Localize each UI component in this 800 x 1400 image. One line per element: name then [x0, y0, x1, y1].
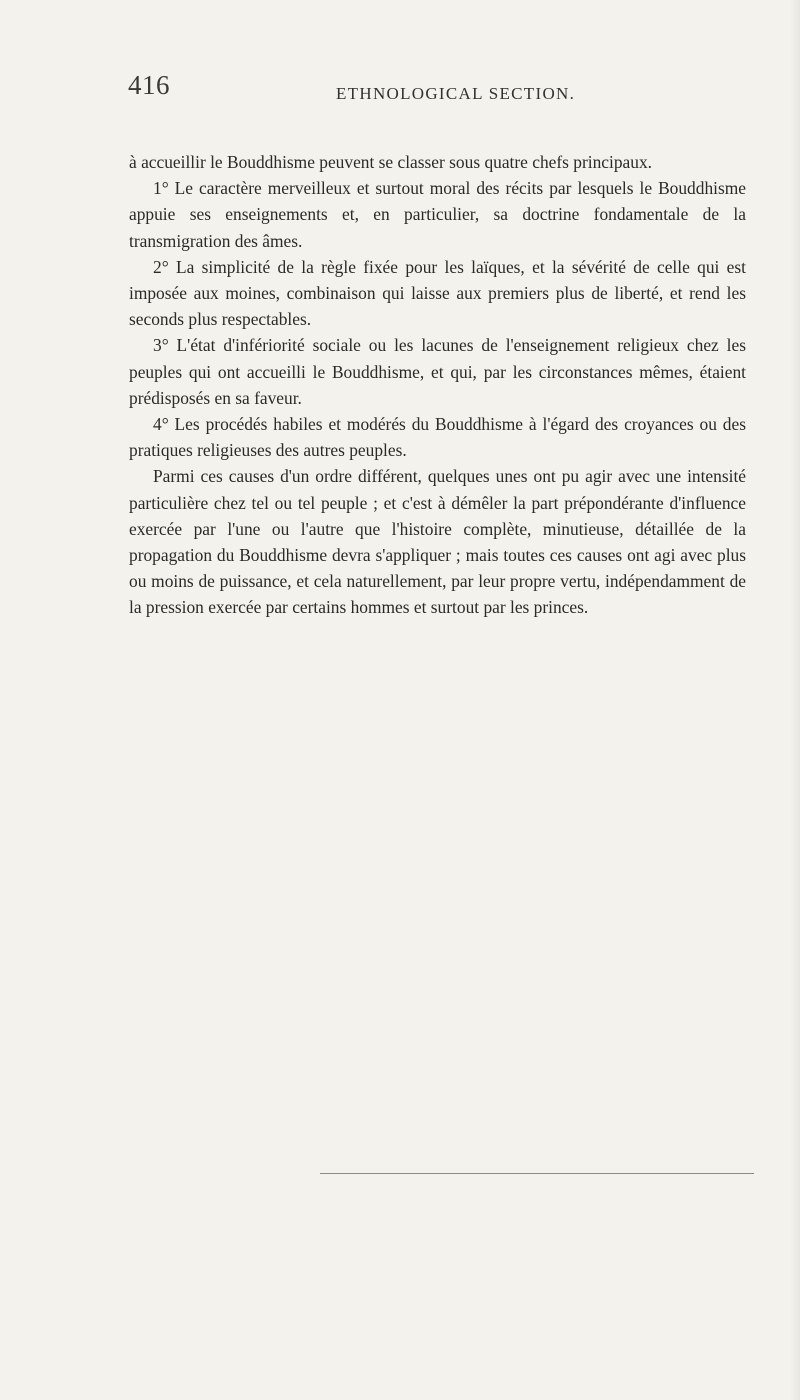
paragraph-continuation: à accueillir le Bouddhisme peuvent se classer sous quatre chefs principaux.	[129, 152, 652, 172]
running-head: ETHNOLOGICAL SECTION.	[336, 84, 576, 103]
page-number: 416	[128, 70, 170, 100]
paragraph-point-2: 2° La simplicité de la règle fixée pour les laïques, et la sévérité de celle qui est imposée aux moines, combinaison qui laisse aux premiers plus de liberté, et rend les seconds plus respectables.	[129, 256, 746, 330]
paragraph-point-4: 4° Les procédés habiles et modérés du Bouddhisme à l'égard des croyances ou des pratiques religieuses des autres peuples.	[129, 414, 746, 461]
section-rule	[320, 1173, 754, 1174]
paragraph-point-3: 3° L'état d'infériorité sociale ou les lacunes de l'enseignement religieux chez les peuples qui ont accueilli le Bouddhisme, et qui, par les circonstances mêmes, étaient prédisposés en sa faveur.	[129, 335, 746, 408]
page-edge-shadow	[790, 0, 800, 1400]
body-text	[129, 149, 746, 621]
paragraph-conclusion: Parmi ces causes d'un ordre différent, quelques unes ont pu agir avec une intensité particulière chez tel ou tel peuple ; et c'est à démêler la part prépondérante d'influence exercée par l'une ou l'autre que l'histoire complète, minutieuse, détaillée de la propagation du Bouddhisme devra s'appliquer ; mais toutes ces causes ont agi avec plus ou moins de puissance, et cela naturellement, par leur propre vertu, indépendamment de la pression exercée par certains hommes et surtout par les princes.	[129, 466, 746, 618]
paragraph-point-1: 1° Le caractère merveilleux et surtout moral des récits par lesquels le Bouddhisme appuie ses enseignements et, en particulier, sa doctrine fondamentale de la transmigration des âmes.	[129, 178, 746, 251]
